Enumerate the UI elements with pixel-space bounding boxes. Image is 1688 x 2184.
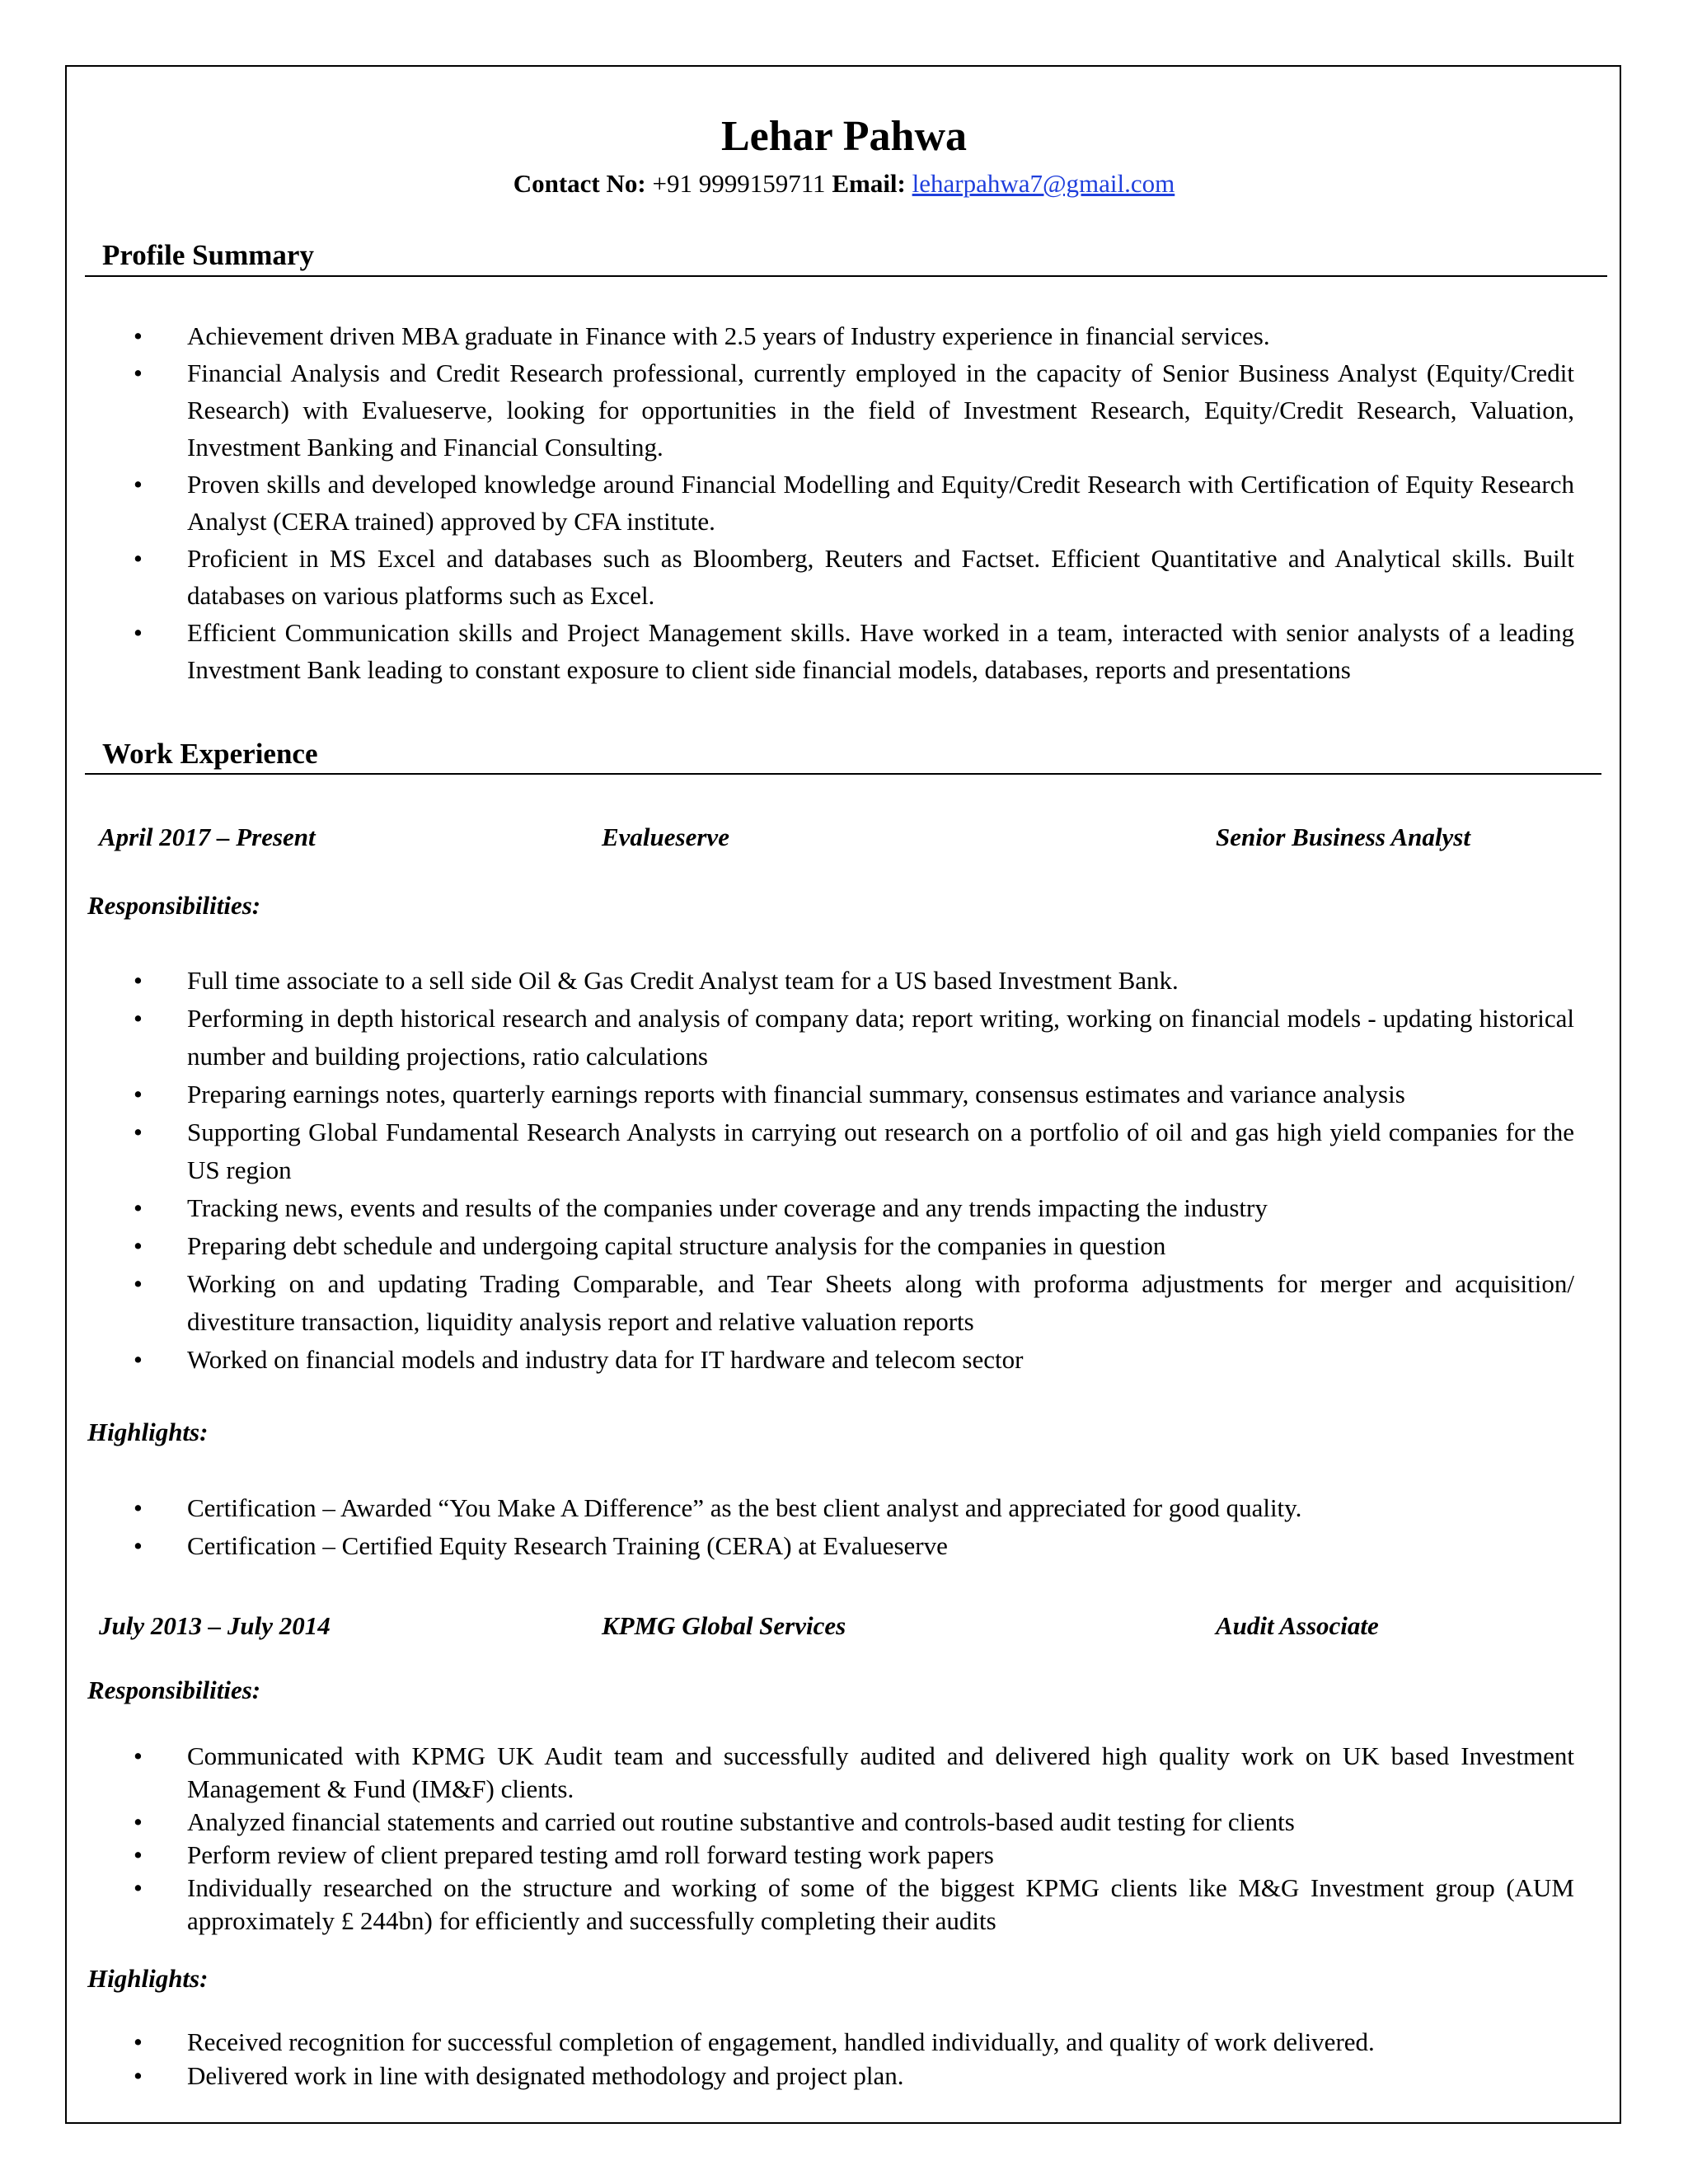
list-item: • Financial Analysis and Credit Research professional, currently employed in the capacity of Senior Business Analyst (Equity/Credit Research) with Evalueserve, looking for opportunities in the field of Investment Research, Equity/Credit Research, Valuation, Investment Banking and Financial Consulting.	[187, 354, 1574, 466]
list-item: • Received recognition for successful completion of engagement, handled individually, and quality of work delivered.	[187, 2025, 1574, 2059]
bullet-icon: •	[134, 1807, 143, 1836]
bullet-icon: •	[134, 2061, 143, 2090]
bullet-icon: •	[134, 359, 143, 387]
bullet-icon: •	[134, 1840, 143, 1869]
bullet-icon: •	[134, 1269, 143, 1298]
list-item: • Supporting Global Fundamental Research Analysts in carrying out research on a portfolio of oil and gas high yield companies for the US region	[187, 1113, 1574, 1189]
job-dates: April 2017 – Present	[99, 823, 316, 851]
bullet-icon: •	[134, 966, 143, 995]
phone-number: +91 9999159711	[652, 169, 826, 198]
list-item: • Proven skills and developed knowledge around Financial Modelling and Equity/Credit Research with Certification of Equity Research Analyst (CERA trained) approved by CFA institute.	[187, 466, 1574, 540]
job-dates: July 2013 – July 2014	[99, 1611, 331, 1640]
job-role: Senior Business Analyst	[1216, 823, 1470, 851]
job-company: Evalueserve	[602, 823, 729, 851]
bullet-icon: •	[134, 1118, 143, 1146]
contact-label: Contact No:	[513, 169, 646, 198]
list-item: • Working on and updating Trading Comparable, and Tear Sheets along with proforma adjustments for merger and acquisition/ divestiture transaction, liquidity analysis report and relative valuation reports	[187, 1265, 1574, 1341]
bullet-icon: •	[134, 618, 143, 647]
email-label: Email:	[832, 169, 906, 198]
list-item: • Achievement driven MBA graduate in Finance with 2.5 years of Industry experience in financial services.	[187, 317, 1574, 354]
list-item: • Worked on financial models and industry data for IT hardware and telecom sector	[187, 1341, 1574, 1379]
responsibilities-heading: Responsibilities:	[87, 891, 261, 920]
list-item: • Certification – Certified Equity Research Training (CERA) at Evalueserve	[187, 1527, 1574, 1565]
list-item: • Perform review of client prepared testing amd roll forward testing work papers	[187, 1839, 1574, 1872]
list-item: • Preparing earnings notes, quarterly earnings reports with financial summary, consensus estimates and variance analysis	[187, 1076, 1574, 1113]
job-company: KPMG Global Services	[602, 1611, 846, 1640]
email-link[interactable]: leharpahwa7@gmail.com	[912, 169, 1175, 198]
bullet-icon: •	[134, 1004, 143, 1033]
bullet-icon: •	[134, 470, 143, 499]
list-item: • Performing in depth historical research and analysis of company data; report writing, working on financial models - updating historical number and building projections, ratio calculations	[187, 1000, 1574, 1076]
bullet-icon: •	[134, 1193, 143, 1222]
list-item: • Communicated with KPMG UK Audit team and successfully audited and delivered high quality work on UK based Investment Management & Fund (IM&F) clients.	[134, 1741, 1574, 1803]
work-experience-heading: Work Experience	[102, 738, 318, 770]
list-item: • Individually researched on the structure and working of some of the biggest KPMG clients like M&G Investment group (AUM approximately £ 244bn) for efficiently and successfully completing their audits	[134, 1873, 1574, 1935]
bullet-icon: •	[134, 1741, 143, 1770]
bullet-icon: •	[134, 321, 143, 350]
highlights-heading: Highlights:	[87, 1418, 209, 1446]
bullet-icon: •	[134, 1873, 143, 1902]
profile-summary-list	[134, 317, 1574, 688]
bullet-icon: •	[134, 1080, 143, 1108]
bullet-icon: •	[134, 1493, 143, 1522]
list-item: • Full time associate to a sell side Oil & Gas Credit Analyst team for a US based Investment Bank.	[187, 962, 1574, 1000]
bullet-icon: •	[134, 1345, 143, 1374]
list-item: • Tracking news, events and results of the companies under coverage and any trends impacting the industry	[187, 1189, 1574, 1227]
highlights-list	[134, 1489, 1574, 1565]
list-item: • Proficient in MS Excel and databases such as Bloomberg, Reuters and Factset. Efficient Quantitative and Analytical skills. Built databases on various platforms such as Excel.	[187, 540, 1574, 614]
profile-summary-heading: Profile Summary	[102, 239, 314, 271]
highlights-list	[134, 2025, 1574, 2093]
job-role: Audit Associate	[1216, 1611, 1379, 1640]
list-item: • Delivered work in line with designated methodology and project plan.	[187, 2059, 1574, 2093]
responsibilities-heading: Responsibilities:	[87, 1675, 261, 1704]
list-item: • Analyzed financial statements and carried out routine substantive and controls-based audit testing for clients	[187, 1806, 1574, 1839]
profile-summary-rule	[85, 275, 1607, 277]
list-item: • Certification – Awarded “You Make A Difference” as the best client analyst and appreciated for good quality.	[187, 1489, 1574, 1527]
bullet-icon: •	[134, 1531, 143, 1560]
responsibilities-list	[134, 962, 1574, 1379]
candidate-name: Lehar Pahwa	[720, 113, 968, 160]
highlights-heading: Highlights:	[87, 1964, 209, 1993]
bullet-icon: •	[134, 2027, 143, 2056]
bullet-icon: •	[134, 544, 143, 573]
bullet-icon: •	[134, 1231, 143, 1260]
contact-line	[0, 167, 1688, 200]
list-item: • Preparing debt schedule and undergoing capital structure analysis for the companies in question	[187, 1227, 1574, 1265]
work-experience-rule	[85, 773, 1601, 775]
responsibilities-list	[134, 1740, 1574, 1938]
list-item: • Efficient Communication skills and Project Management skills. Have worked in a team, interacted with senior analysts of a leading Investment Bank leading to constant exposure to client side financial models, databases, reports and presentations	[187, 614, 1574, 688]
